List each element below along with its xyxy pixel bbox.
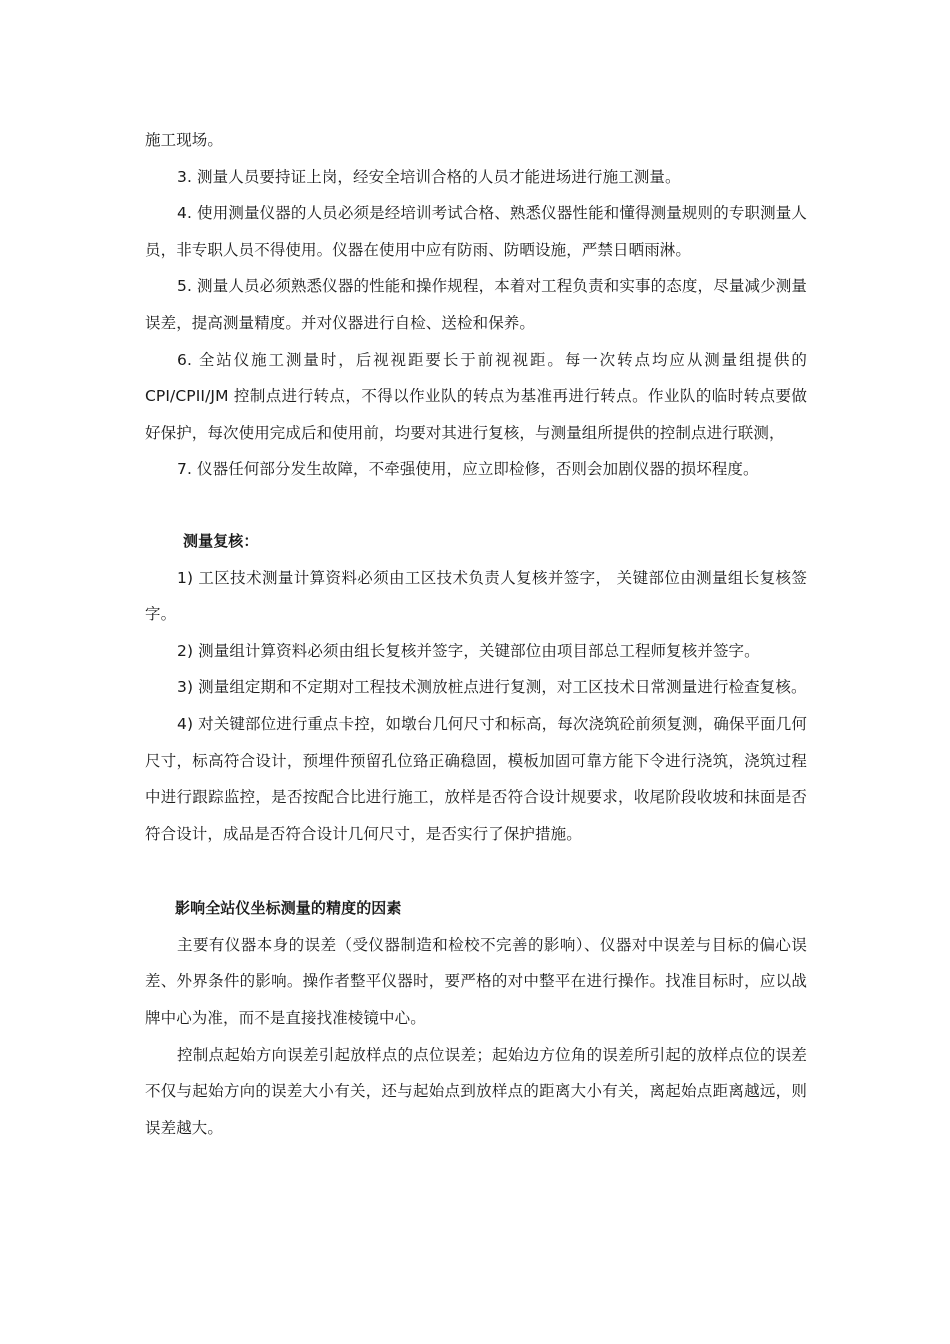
accuracy-heading: 影响全站仪坐标测量的精度的因素 bbox=[175, 899, 402, 918]
accuracy-paragraph-1: 主要有仪器本身的误差（受仪器制造和检校不完善的影响）、仪器对中误差与目标的偏心误差、外界条件的影响。操作者整平仪器时，要严格的对中整平在进行操作。找准目标时，应以战牌中心为准，而不是直接找准棱镜中心。 bbox=[145, 935, 807, 1028]
rule-5-paragraph: 5. 测量人员必须熟悉仪器的性能和操作规程，本着对工程负责和实事的态度，尽量减少测量误差，提高测量精度。并对仪器进行自检、送检和保养。 bbox=[145, 277, 807, 332]
review-item-3: 3) 测量组定期和不定期对工程技术测放桩点进行复测，对工区技术日常测量进行检查复核。 bbox=[177, 678, 807, 697]
rule-7-paragraph: 7. 仪器任何部分发生故障，不牵强使用，应立即检修，否则会加剧仪器的损坏程度。 bbox=[177, 460, 759, 479]
rule-6-paragraph: 6. 全站仪施工测量时，后视视距要长于前视视距。每一次转点均应从测量组提供的CPI/CPII/JM 控制点进行转点，不得以作业队的转点为基准再进行转点。作业队的临时转点要做好保护，每次使用完成后和使用前，均要对其进行复核，与测量组所提供的控制点进行联测， bbox=[145, 350, 807, 442]
document-body bbox=[145, 122, 807, 1146]
review-item-1: 1) 工区技术测量计算资料必须由工区技术负责人复核并签字， 关键部位由测量组长复核签字。 bbox=[145, 568, 807, 624]
rule-3-paragraph: 3. 测量人员要持证上岗，经安全培训合格的人员才能进场进行施工测量。 bbox=[177, 167, 681, 186]
intro-tail-paragraph: 施工现场。 bbox=[145, 131, 224, 149]
rule-4-paragraph: 4. 使用测量仪器的人员必须是经培训考试合格、熟悉仪器性能和懂得测量规则的专职测量人员，非专职人员不得使用。仪器在使用中应有防雨、防晒设施，严禁日晒雨淋。 bbox=[145, 204, 807, 259]
review-heading: 测量复核： bbox=[183, 531, 259, 550]
review-item-4: 4) 对关键部位进行重点卡控，如墩台几何尺寸和标高，每次浇筑砼前须复测，确保平面几何尺寸，标高符合设计，预埋件预留孔位臵正确稳固，模板加固可靠方能下令进行浇筑，浇筑过程中进行跟踪监控，是否按配合比进行施工，放样是否符合设计规要求，收尾阶段收坡和抹面是否符合设计，成品是否符合设计几何尺寸，是否实行了保护措施。 bbox=[145, 714, 807, 843]
accuracy-paragraph-2: 控制点起始方向误差引起放样点的点位误差；起始边方位角的误差所引起的放样点位的误差不仅与起始方向的误差大小有关，还与起始点到放样点的距离大小有关，离起始点距离越远，则误差越大。 bbox=[145, 1045, 807, 1137]
review-item-2: 2) 测量组计算资料必须由组长复核并签字，关键部位由项目部总工程师复核并签字。 bbox=[177, 641, 760, 660]
